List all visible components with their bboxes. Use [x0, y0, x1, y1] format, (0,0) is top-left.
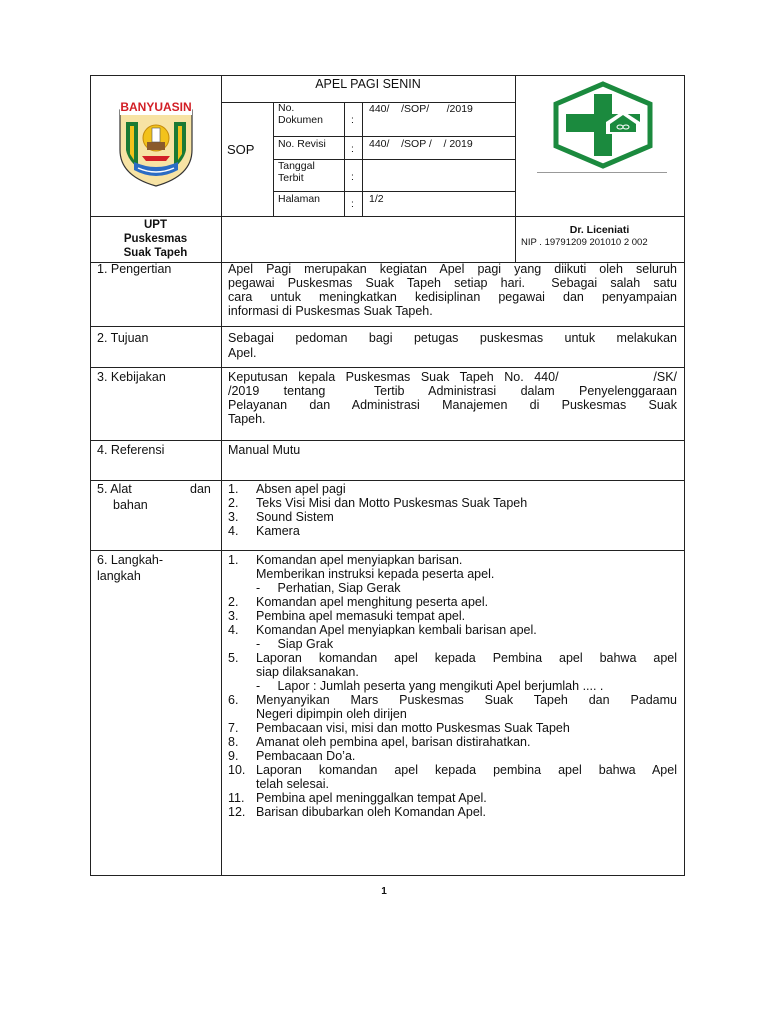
issue-date-colon: : — [351, 171, 354, 183]
signer-nip: NIP . 19791209 201010 2 002 — [521, 237, 648, 248]
issue-date-label-text: Tanggal Terbit — [278, 160, 315, 184]
step-num: 5. — [228, 651, 239, 665]
banyuasin-logo — [114, 98, 198, 188]
sop-label: SOP — [227, 142, 255, 157]
issue-date-label — [278, 160, 340, 184]
step-num: 1. — [228, 553, 239, 567]
step-text: Barisan dibubarkan oleh Komandan Apel. — [256, 805, 487, 819]
step-text: Negeri dipimpin oleh dirijen — [256, 707, 407, 721]
section-label: 6. Langkah- — [97, 553, 164, 567]
organization-name — [90, 218, 221, 260]
section-body — [228, 331, 677, 361]
body-line: informasi di Puskesmas Suak Tapeh. — [228, 304, 433, 318]
section-body: Manual Mutu — [228, 443, 301, 457]
step-text: Komandan apel menyiapkan barisan. — [256, 553, 463, 567]
step-text: Laporan komandan apel kepada pembina apel bahwa Apel — [256, 763, 677, 777]
list-num: 2. — [228, 496, 239, 510]
step-text: Pembina apel meninggalkan tempat Apel. — [256, 791, 487, 805]
body-line: pegawai Puskesmas Suak Tapeh setiap hari. Sebagai salah satu — [228, 276, 677, 290]
list-text: Sound Sistem — [256, 510, 334, 524]
step-text: Pembacaan visi, misi dan motto Puskesmas Suak Tapeh — [256, 721, 570, 735]
body-line: /2019 tentang Tertib Administrasi dalam Penyelenggaraan — [228, 384, 677, 398]
step-num: 12. — [228, 805, 246, 819]
step-text: Amanat oleh pembina apel, barisan distirahatkan. — [256, 735, 531, 749]
revision-colon: : — [351, 143, 354, 155]
revision-value: 440/ /SOP / / 2019 — [369, 138, 473, 150]
list-text: Kamera — [256, 524, 300, 538]
section-label: 1. Pengertian — [97, 262, 172, 276]
step-text: siap dilaksanakan. — [256, 665, 359, 679]
step-text: Menyanyikan Mars Puskesmas Suak Tapeh dan Padamu — [256, 693, 677, 707]
section-label: 4. Referensi — [97, 443, 165, 457]
banyuasin-logo-text: BANYUASIN — [120, 100, 192, 114]
step-text: Pembina apel memasuki tempat apel. — [256, 609, 466, 623]
list-num: 3. — [228, 510, 239, 524]
org-line: Puskesmas — [123, 233, 188, 245]
signer-name: Dr. Liceniati — [569, 224, 630, 236]
step-num: 9. — [228, 749, 239, 763]
section-label: 2. Tujuan — [97, 331, 149, 345]
step-text: Pembacaan Do’a. — [256, 749, 356, 763]
doc-no-colon: : — [351, 114, 354, 126]
revision-label: No. Revisi — [278, 138, 326, 150]
list-text: Absen apel pagi — [256, 482, 346, 496]
step-text: - Perhatian, Siap Gerak — [256, 581, 401, 595]
body-line: Keputusan kepala Puskesmas Suak Tapeh No. 440/ /SK/ — [228, 370, 677, 384]
step-num: 7. — [228, 721, 239, 735]
list-num: 1. — [228, 482, 239, 496]
section-label: dan — [190, 482, 211, 496]
body-line: Apel Pagi merupakan kegiatan Apel pagi yang diikuti oleh seluruh — [228, 262, 677, 276]
logo-underline — [537, 172, 667, 173]
puskesmas-logo — [548, 80, 658, 170]
step-num: 6. — [228, 693, 239, 707]
body-line: cara untuk meningkatkan kedisiplinan pegawai dan penyampaian — [228, 290, 677, 304]
section-label: 5. Alat — [97, 482, 132, 496]
page-label: Halaman — [278, 193, 321, 205]
page-value: 1/2 — [369, 193, 384, 205]
body-line: Apel. — [228, 346, 257, 360]
step-num: 2. — [228, 595, 239, 609]
doc-no-label — [278, 102, 340, 126]
section-label: 3. Kebijakan — [97, 370, 166, 384]
step-text: Laporan komandan apel kepada Pembina apel bahwa apel — [256, 651, 677, 665]
section-label: langkah — [97, 569, 141, 583]
section-body — [228, 262, 677, 318]
doc-no-label-text: No. Dokumen — [278, 102, 323, 126]
org-line: UPT — [144, 219, 167, 231]
doc-no-value: 440/ /SOP/ /2019 — [369, 103, 473, 115]
step-text: telah selesai. — [256, 777, 329, 791]
step-num: 10. — [228, 763, 246, 777]
step-num: 8. — [228, 735, 239, 749]
step-text: - Lapor : Jumlah peserta yang mengikuti Apel berjumlah .... . — [256, 679, 604, 693]
section-label: bahan — [113, 498, 148, 512]
document-title: APEL PAGI SENIN — [315, 77, 421, 91]
list-text: Teks Visi Misi dan Motto Puskesmas Suak Tapeh — [256, 496, 528, 510]
step-num: 4. — [228, 623, 239, 637]
step-text: Komandan apel menghitung peserta apel. — [256, 595, 489, 609]
step-text: Memberikan instruksi kepada peserta apel. — [256, 567, 495, 581]
body-line: Pelayanan dan Administrasi Manajemen di Puskesmas Suak — [228, 398, 677, 412]
org-line: Suak Tapeh — [123, 247, 188, 259]
step-num: 3. — [228, 609, 239, 623]
page-number: 1 — [381, 886, 387, 897]
body-line: Tapeh. — [228, 412, 266, 426]
step-num: 11. — [228, 791, 245, 805]
page-colon: : — [351, 198, 354, 210]
step-text: - Siap Grak — [256, 637, 334, 651]
step-text: Komandan Apel menyiapkan kembali barisan apel. — [256, 623, 537, 637]
body-line: Sebagai pedoman bagi petugas puskesmas untuk melakukan — [228, 331, 677, 345]
list-num: 4. — [228, 524, 239, 538]
section-body — [228, 370, 677, 426]
